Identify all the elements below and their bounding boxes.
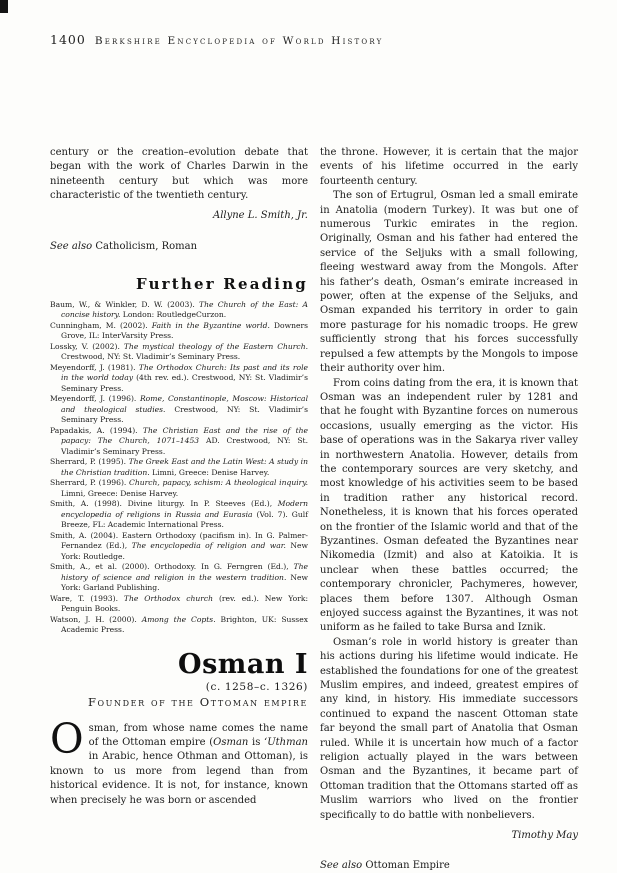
body-paragraph: From coins dating from the era, it is known that Osman was an independent ruler by 1281 and that he fought with Byzantine forces on numerous occasions, usually emerging as the victor. His base of operations was in the Sakarya river valley in northwestern Anatolia. However, details from the contemporary sources are very sketchy, and most knowledge of his activities seem to be based in tradition rather any historical record. Nonetheless, it is known that his forces operated on the frontier of the Islamic world and that of the Byzantines. Osman defeated the Byzantines near Nikomedia (Izmit) and also at Katoikia. It is unclear when these battles occurred; the contemporary chronicler, Pachymeres, however, places them before 1307. Although Osman enjoyed success against the Byzantines, it was not uniform as he failed to take Bursa and Iznik. bbox=[320, 377, 578, 634]
reference-entry: Cunningham, M. (2002). Faith in the Byzantine world. Downers Grove, IL: InterVarsity Press. bbox=[50, 320, 308, 341]
author-byline: Timothy May bbox=[511, 830, 578, 842]
reference-entry: Lossky, V. (2002). The mystical theology of the Eastern Church. Crestwood, NY: St. Vladimir’s Seminary Press. bbox=[50, 341, 308, 362]
article-opening-paragraph bbox=[50, 714, 308, 808]
reference-entry: Papadakis, A. (1994). The Christian East and the rise of the papacy: The Church, 1071–1453 AD. Crestwood, NY: St. Vladimir’s Seminary Press. bbox=[50, 425, 309, 456]
article-body-paragraphs bbox=[320, 146, 578, 823]
reference-entry: Sherrard, P. (1996). Church, papacy, schism: A theological inquiry. Limni, Greece: Denise Harvey. bbox=[50, 478, 309, 498]
opening-paragraph-text: sman, from whose name comes the name of the Ottoman empire (Osman is ‘Uthman in Arabic, hence Othman and Ottoman), is known to us more from legend than from historical evidence. It is not, for instance, known when precisely he was born or ascended bbox=[50, 722, 308, 806]
article-subtitle: Founder of the Ottoman empire bbox=[87, 694, 308, 709]
further-reading-list bbox=[50, 300, 308, 636]
article-title: Osman I bbox=[178, 648, 308, 680]
two-column-layout bbox=[50, 146, 578, 873]
reference-entry: Smith, A., et al. (2000). Orthodoxy. In G. Ferngren (Ed.), The history of science and religion in the western tradition. New York: Garland Publishing. bbox=[50, 562, 308, 593]
reference-entry: Sherrard, P. (1995). The Greek East and the Latin West: A study in the Christian tradition. Limni, Greece: Denise Harvey. bbox=[50, 457, 309, 477]
see-also-line bbox=[320, 859, 578, 873]
reference-entry: Smith, A. (1998). Divine liturgy. In P. Steeves (Ed.), Modern encyclopedia of religions in Russia and Eurasia (Vol. 7). Gulf Breeze, FL: Academic International Press. bbox=[50, 499, 309, 530]
reference-entry: Smith, A. (2004). Eastern Orthodoxy (pacifism in). In G. Palmer-Fernandez (Ed.), The encyclopedia of religion and war. New York: Routledge. bbox=[50, 530, 308, 561]
see-also-target: Catholicism, Roman bbox=[95, 240, 198, 252]
further-reading-heading: Further Reading bbox=[135, 274, 308, 293]
drop-cap: O bbox=[50, 714, 84, 763]
body-paragraph: The son of Ertugrul, Osman led a small emirate in Anatolia (modern Turkey). It was but one of numerous Turkic emirates in the region. Originally, Osman and his father had entered the service of the Seljuks with a small following, fleeing westward away from the Mongols. After his father’s death, Osman’s emirate increased in power, often at the expense of the Seljuks, and Osman expanded his territory in order to gain more pasturage for his nomadic troops. He grew sufficiently strong that his forces successfully repulsed a few attempts by the Mongols to impose their authority over him. bbox=[320, 190, 578, 375]
running-head bbox=[50, 32, 577, 47]
reference-entry: Ware, T. (1993). The Orthodox church (rev. ed.). New York: Penguin Books. bbox=[50, 593, 309, 614]
reference-entry: Meyendorff, J. (1981). The Orthodox Church: Its past and its role in the world today (4th rev. ed.). Crestwood, NY: St. Vladimir’s Seminary Press. bbox=[50, 362, 308, 393]
see-also-label: See also bbox=[320, 860, 363, 872]
article-dates: (c. 1258–c. 1326) bbox=[205, 680, 308, 693]
page-number: 1400 bbox=[50, 32, 86, 47]
previous-article-closing-paragraph: century or the creation–evolution debate that began with the work of Charles Darwin in the nineteenth century but which was more characteristic of the twentieth century. bbox=[50, 147, 308, 202]
book-title: Berkshire Encyclopedia of World History bbox=[94, 35, 384, 47]
left-column bbox=[50, 146, 308, 873]
body-paragraph: Osman’s role in world history is greater than his actions during his lifetime would indicate. He established the foundations for one of the greatest Muslim empires, and indeed, greatest empires of any kind, in history. His immediate successors continued to expand the nascent Ottoman state far beyond the small part of Anatolia that Osman ruled. While it is uncertain how much of a factor religion actually played in the wars between Osman and the Byzantines, it became part of Ottoman tradition that the Ottomans started off as Muslim warriors who lived on the frontier specifically to do battle with nonbelievers. bbox=[320, 636, 578, 821]
right-column bbox=[320, 146, 578, 873]
scan-corner-mark bbox=[0, 0, 8, 13]
see-also-line bbox=[50, 240, 308, 254]
reference-entry: Baum, W., & Winkler, D. W. (2003). The Church of the East: A concise history. London: RoutledgeCurzon. bbox=[50, 299, 308, 320]
reference-entry: Watson, J. H. (2000). Among the Copts. Brighton, UK: Sussex Academic Press. bbox=[50, 614, 308, 635]
see-also-label: See also bbox=[50, 240, 93, 252]
see-also-target: Ottoman Empire bbox=[365, 860, 450, 872]
body-paragraph: the throne. However, it is certain that the major events of his lifetime occurred in the early fourteenth century. bbox=[320, 147, 578, 187]
author-byline: Allyne L. Smith, Jr. bbox=[212, 209, 308, 221]
article-heading-block bbox=[50, 648, 308, 709]
reference-entry: Meyendorff, J. (1996). Rome, Constantinople, Moscow: Historical and theological studies. Crestwood, NY: St. Vladimir’s Seminary Press. bbox=[50, 394, 308, 425]
